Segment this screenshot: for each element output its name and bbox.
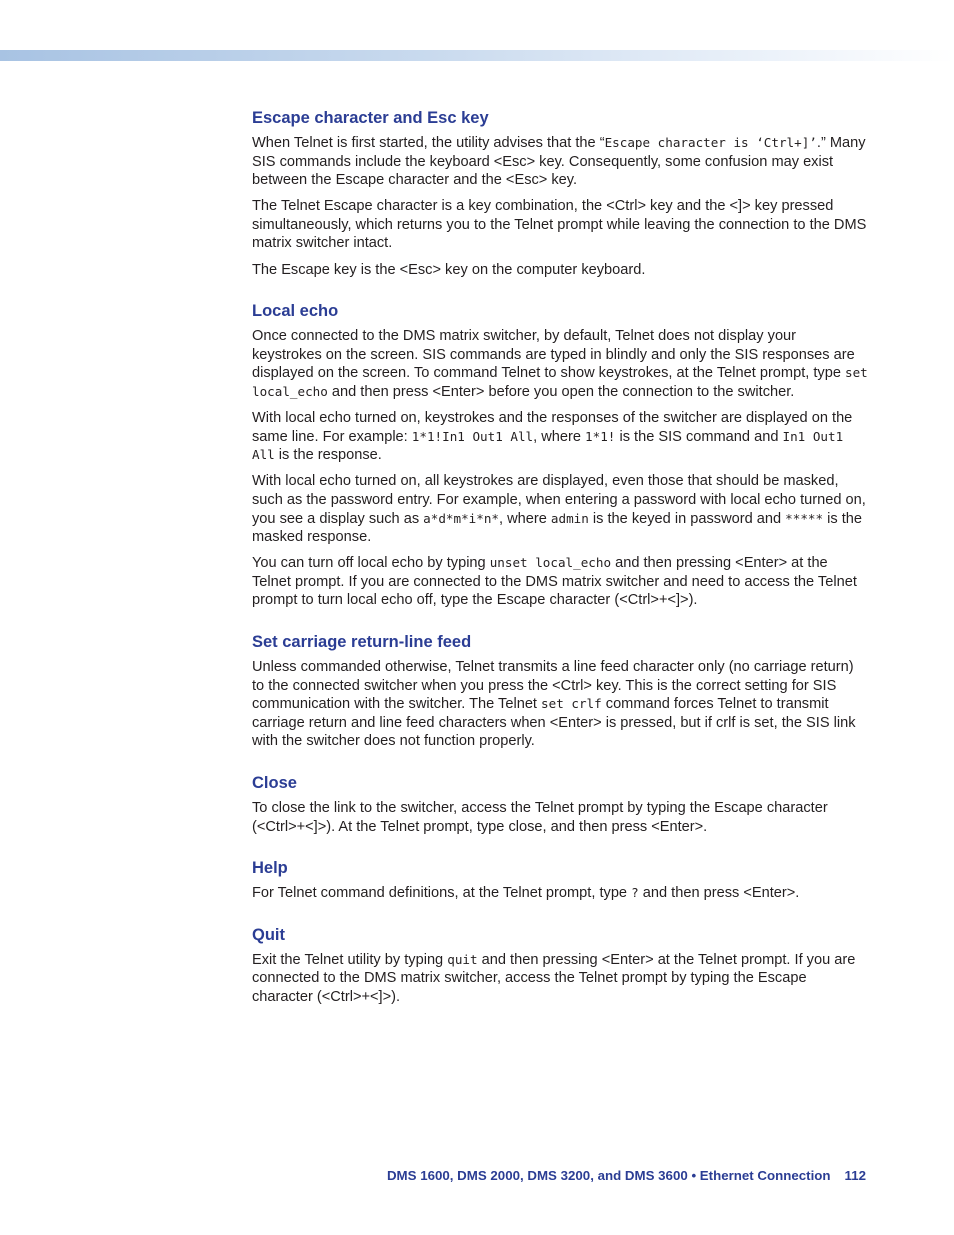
text-run: and then press <Enter>. <box>638 885 800 902</box>
text-run: and then pressing <Enter> at the Telnet prompt. If you are connected to the DMS matrix switcher, access the Telnet prompt by typing the Escape character (<Ctrl>+<]>). <box>252 951 856 1005</box>
inline-code: ***** <box>785 510 824 526</box>
text-run: To close the link to the switcher, access the Telnet prompt by typing the Escape character (<Ctrl>+<]>). At the Telnet prompt, type close, and then press <Enter>. <box>252 799 828 835</box>
text-run: For Telnet command definitions, at the Telnet prompt, type <box>252 885 632 902</box>
body-paragraph <box>252 884 868 903</box>
section <box>252 773 868 836</box>
text-run: .” Many SIS commands include the keyboard <Esc> key. Consequently, some confusion may exist between the Escape character and the <Esc> key. <box>252 135 866 189</box>
text-run: You can turn off local echo by typing <box>252 555 490 572</box>
page-footer <box>387 1168 866 1183</box>
section <box>252 925 868 1007</box>
section-heading: Help <box>252 859 288 878</box>
inline-code: unset local_echo <box>489 555 612 571</box>
section <box>252 108 868 279</box>
text-run: , where <box>499 510 551 527</box>
section <box>252 632 868 751</box>
text-run: and then press <Enter> before you open the connection to the switcher. <box>327 383 795 400</box>
text-run: With local echo turned on, all keystrokes are displayed, even those that should be masked, such as the password entry. For example, when entering a password with local echo turned on, you see a display such as <box>252 473 866 527</box>
text-run: The Telnet Escape character is a key combination, the <Ctrl> key and the <]> key pressed simultaneously, which returns you to the Telnet prompt while leaving the connection to the DMS matrix switcher intact. <box>252 198 867 252</box>
body-paragraph <box>252 409 868 465</box>
section-heading: Escape character and Esc key <box>252 109 489 127</box>
header-gradient-bar <box>0 50 954 61</box>
text-run: is the SIS command and <box>615 428 783 445</box>
body-paragraph <box>252 951 868 1007</box>
body-paragraph <box>252 554 868 610</box>
footer-title: DMS 1600, DMS 2000, DMS 3200, and DMS 3600 • Ethernet Connection <box>386 1168 831 1183</box>
inline-code: 1*1! <box>585 428 616 444</box>
text-run: Unless commanded otherwise, Telnet transmits a line feed character only (no carriage return) to the connected switcher when you press the <Ctrl> key. This is the correct setting for SIS communication with the switcher. The Telnet <box>252 658 854 713</box>
inline-code: In1 Out1 All <box>252 428 844 463</box>
body-paragraph <box>252 134 868 190</box>
section <box>252 858 868 903</box>
section <box>252 301 868 610</box>
body-paragraph <box>252 327 868 401</box>
text-run: command forces Telnet to transmit carriage return and line feed characters when <Enter> is pressed, but if crlf is set, the SIS link with the switcher does not function properly. <box>252 696 856 750</box>
section-heading: Local echo <box>252 302 339 321</box>
text-run: is the response. <box>274 447 382 464</box>
section-heading: Close <box>252 773 297 792</box>
page-number: 112 <box>844 1168 866 1183</box>
text-run: When Telnet is first started, the utility advises that the “ <box>252 135 605 151</box>
text-run: The Escape key is the <Esc> key on the computer keyboard. <box>252 261 646 278</box>
body-paragraph <box>252 799 868 836</box>
inline-code: admin <box>550 510 589 526</box>
text-run: and then pressing <Enter> at the Telnet prompt. If you are connected to the DMS matrix switcher and need to access the Telnet prompt to turn local echo off, type the Escape character (<Ctrl>+<]>). <box>252 555 857 609</box>
body-paragraph <box>252 197 868 253</box>
text-run: Once connected to the DMS matrix switcher, by default, Telnet does not display your keystrokes on the screen. SIS commands are typed in blindly and only the SIS responses are displayed on the screen. To command Telnet to show keystrokes, at the Telnet prompt, type <box>252 328 855 382</box>
body-paragraph <box>252 658 868 751</box>
body-paragraph <box>252 261 868 280</box>
page-content <box>252 108 868 1007</box>
section-heading: Quit <box>252 925 285 944</box>
section-heading: Set carriage return-line feed <box>252 632 472 651</box>
text-run: Exit the Telnet utility by typing <box>252 951 448 968</box>
text-run: is the keyed in password and <box>588 510 786 527</box>
inline-code: a*d*m*i*n* <box>423 510 499 526</box>
body-paragraph <box>252 472 868 546</box>
inline-code: set crlf <box>541 696 602 712</box>
inline-code: quit <box>447 951 478 967</box>
text-run: is the masked response. <box>252 510 863 546</box>
text-run: , where <box>533 428 586 445</box>
inline-code: set local_echo <box>252 365 868 399</box>
inline-code: ? <box>631 885 639 901</box>
inline-code: Escape character is ‘Ctrl+]’ <box>604 135 817 150</box>
inline-code: 1*1!In1 Out1 All <box>411 428 534 444</box>
text-run: With local echo turned on, keystrokes and the responses of the switcher are displayed on the same line. For example: <box>252 410 853 445</box>
